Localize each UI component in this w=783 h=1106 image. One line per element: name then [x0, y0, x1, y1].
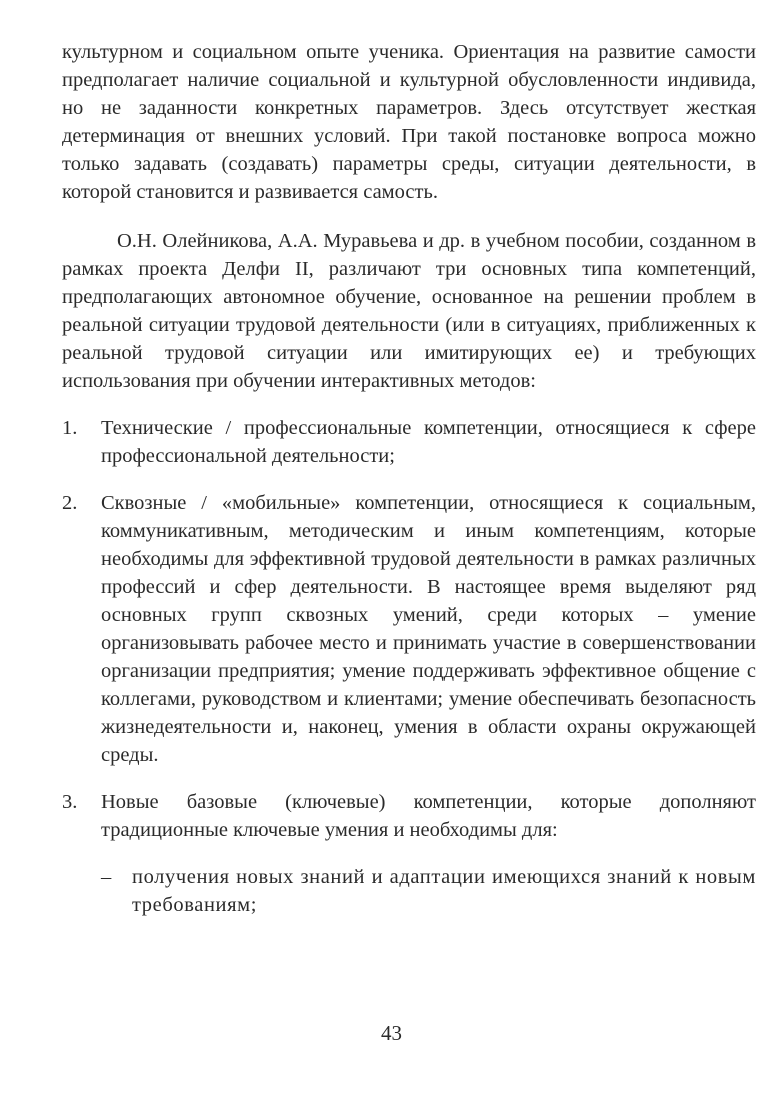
list-item-technical: [62, 414, 756, 470]
sub-list-item-text: получения новых знаний и адаптации имеющихся знаний к новым требованиям;: [132, 866, 756, 916]
list-item-text: Технические / профессиональные компетенции, относящиеся к сфере профессиональной деятельности;: [101, 417, 756, 467]
competence-list: [62, 414, 756, 844]
page-number: 43: [381, 1021, 402, 1045]
list-item-number: 2.: [62, 492, 78, 514]
page-body: [62, 38, 756, 919]
sub-list: [62, 863, 756, 919]
paragraph-continuation: культурном и социальном опыте ученика. Ориентация на развитие самости предполагает наличие социальной и культурной обусловленности индивида, но не заданности конкретных параметров. Здесь отсутствует жесткая детерминация от внешних условий. При такой постановке вопроса можно только задавать (создавать) параметры среды, ситуации деятельности, в которой становится и развивается самость.: [62, 41, 756, 203]
list-item-cross-cutting: [62, 489, 756, 769]
dash-marker: –: [101, 866, 112, 888]
list-item-number: 3.: [62, 791, 78, 813]
list-item-number: 1.: [62, 417, 78, 439]
list-item-text: Новые базовые (ключевые) компетенции, которые дополняют традиционные ключевые умения и необходимы для:: [101, 791, 756, 841]
sub-list-item: [62, 863, 756, 919]
paragraph-competence-types: О.Н. Олейникова, А.А. Муравьева и др. в учебном пособии, созданном в рамках проекта Делфи II, различают три основных типа компетенций, предполагающих автономное обучение, основанное на решении проблем в реальной ситуации трудовой деятельности (или в ситуациях, приближенных к реальной трудовой ситуации или имитирующих ее) и требующих использования при обучении интерактивных методов:: [62, 230, 756, 392]
list-item-basic-key: [62, 788, 756, 844]
list-item-text: Сквозные / «мобильные» компетенции, относящиеся к социальным, коммуникативным, методическим и иным компетенциям, которые необходимы для эффективной трудовой деятельности в рамках различных профессий и сфер деятельности. В настоящее время выделяют ряд основных групп сквозных умений, среди которых – умение организовывать рабочее место и принимать участие в совершенствовании организации предприятия; умение поддерживать эффективное общение с коллегами, руководством и клиентами; умение обеспечивать безопасность жизнедеятельности и, наконец, умения в области охраны окружающей среды.: [101, 492, 756, 766]
